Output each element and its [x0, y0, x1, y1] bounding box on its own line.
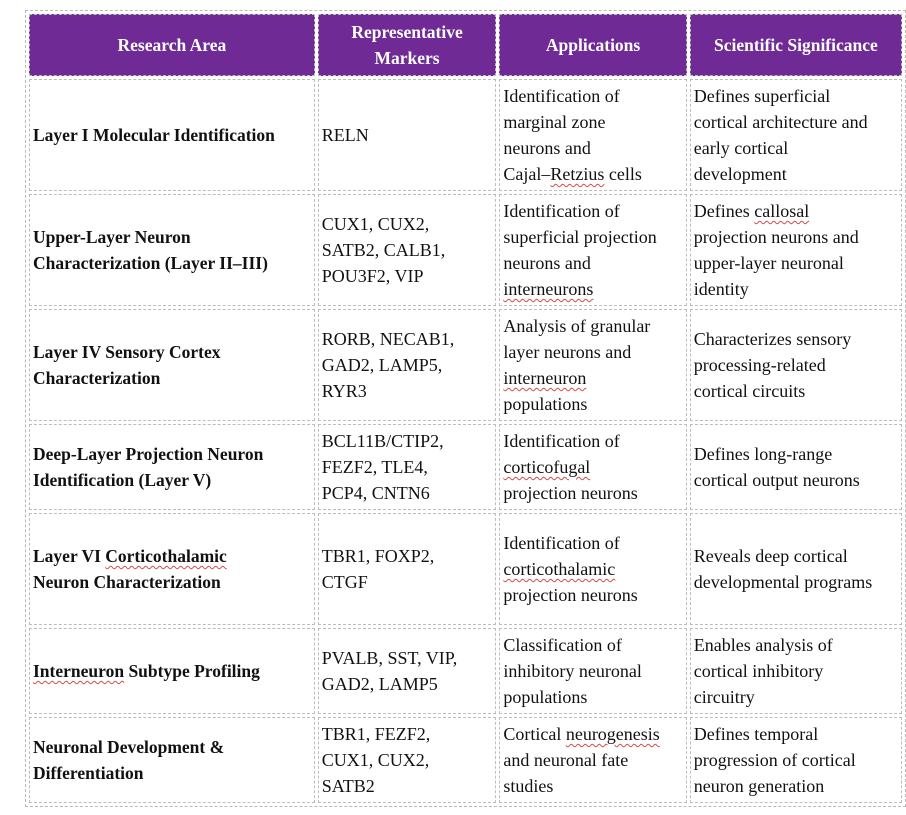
cell-line: projection neurons: [503, 483, 638, 503]
cell-line: studies: [503, 776, 554, 796]
cell-line: processing-related: [693, 355, 826, 375]
cell-research-area: [29, 309, 315, 421]
cell-line: Defines superficial: [693, 86, 831, 106]
cell-line: Subtype Profiling: [124, 661, 260, 681]
cell-line: Classification of: [503, 635, 622, 655]
cell-line: Characterization: [33, 368, 161, 388]
cell-line: Layer VI: [33, 546, 106, 566]
cell-research-area: [29, 513, 315, 625]
cell-line: SATB2: [321, 776, 375, 796]
cell-research-area: [29, 717, 315, 803]
cell-line: neurons and: [503, 138, 591, 158]
header-row: [29, 14, 902, 76]
cell-line: GAD2, LAMP5,: [321, 355, 443, 375]
cell-line: projection neurons: [503, 585, 638, 605]
table-container: [25, 10, 906, 807]
cell-markers: [318, 628, 497, 714]
cell-significance: [690, 79, 902, 191]
header-applications: Applications: [499, 14, 686, 76]
cell-line: cells: [604, 164, 642, 184]
table-row: [29, 717, 902, 803]
cell-line: POU3F2, VIP: [321, 266, 424, 286]
cell-line: Reveals deep cortical: [693, 546, 848, 566]
cell-markers: [318, 717, 497, 803]
cell-line: Identification of: [503, 533, 620, 553]
cell-research-area: [29, 194, 315, 306]
cell-line: TBR1, FEZF2,: [321, 724, 431, 744]
cell-line: RELN: [321, 125, 369, 145]
cell-significance: [690, 194, 902, 306]
cell-line: Characterization (Layer II–III): [33, 253, 268, 273]
cell-line: RORB, NECAB1,: [321, 329, 455, 349]
cell-line: GAD2, LAMP5: [321, 674, 438, 694]
cell-significance: [690, 309, 902, 421]
cell-applications: [499, 717, 686, 803]
spellcheck-word: interneuron: [503, 368, 587, 388]
spellcheck-word: interneurons: [503, 279, 594, 299]
cell-significance: [690, 717, 902, 803]
header-research-area: Research Area: [29, 14, 315, 76]
cell-line: CUX1, CUX2,: [321, 214, 430, 234]
cell-line: inhibitory neuronal: [503, 661, 642, 681]
cell-research-area: [29, 79, 315, 191]
cell-line: Defines temporal: [693, 724, 819, 744]
cell-line: Analysis of granular: [503, 316, 651, 336]
cell-line: Characterizes sensory: [693, 329, 852, 349]
cell-significance: [690, 628, 902, 714]
research-table: [25, 10, 906, 807]
cell-research-area: [29, 424, 315, 510]
cell-line: Identification (Layer V): [33, 470, 212, 490]
cell-line: developmental programs: [693, 572, 873, 592]
cell-line: Defines long-range: [693, 444, 833, 464]
cell-line: projection neurons and: [693, 227, 859, 247]
cell-markers: [318, 309, 497, 421]
cell-line: superficial projection: [503, 227, 657, 247]
cell-line: Enables analysis of: [693, 635, 833, 655]
cell-line: neurons and: [503, 253, 591, 273]
spellcheck-word: Interneuron: [33, 661, 125, 681]
cell-line: Identification of: [503, 201, 620, 221]
cell-line: Identification of: [503, 431, 620, 451]
cell-line: populations: [503, 394, 588, 414]
cell-line: Layer I Molecular Identification: [33, 125, 275, 145]
cell-significance: [690, 513, 902, 625]
table-row: [29, 424, 902, 510]
cell-line: cortical architecture and: [693, 112, 868, 132]
header-markers: Representative Markers: [318, 14, 497, 76]
table-row: [29, 309, 902, 421]
spellcheck-word: Corticothalamic: [105, 546, 227, 566]
table-row: [29, 513, 902, 625]
cell-markers: [318, 513, 497, 625]
cell-markers: [318, 194, 497, 306]
cell-applications: [499, 194, 686, 306]
cell-line: CUX1, CUX2,: [321, 750, 430, 770]
header-significance: Scientific Significance: [690, 14, 902, 76]
cell-line: RYR3: [321, 381, 367, 401]
cell-line: Cajal–: [503, 164, 551, 184]
cell-line: neuron generation: [693, 776, 825, 796]
cell-line: CTGF: [321, 572, 368, 592]
cell-line: cortical output neurons: [693, 470, 860, 490]
cell-line: Upper-Layer Neuron: [33, 227, 191, 247]
cell-research-area: [29, 628, 315, 714]
cell-line: cortical inhibitory: [693, 661, 824, 681]
cell-line: Neuron Characterization: [33, 572, 221, 592]
cell-line: Layer IV Sensory Cortex: [33, 342, 221, 362]
cell-line: marginal zone: [503, 112, 606, 132]
cell-line: Neuronal Development &: [33, 737, 225, 757]
spellcheck-word: callosal: [754, 201, 810, 221]
cell-line: upper-layer neuronal: [693, 253, 844, 273]
cell-line: early cortical: [693, 138, 789, 158]
cell-markers: [318, 424, 497, 510]
cell-line: circuitry: [693, 687, 755, 707]
cell-line: and neuronal fate: [503, 750, 629, 770]
cell-line: SATB2, CALB1,: [321, 240, 446, 260]
cell-line: BCL11B/CTIP2,: [321, 431, 444, 451]
cell-applications: [499, 424, 686, 510]
table-row: [29, 194, 902, 306]
cell-line: identity: [693, 279, 749, 299]
spellcheck-word: corticothalamic: [503, 559, 616, 579]
cell-line: Deep-Layer Projection Neuron: [33, 444, 264, 464]
cell-line: PVALB, SST, VIP,: [321, 648, 458, 668]
cell-line: populations: [503, 687, 588, 707]
cell-applications: [499, 309, 686, 421]
cell-line: FEZF2, TLE4,: [321, 457, 428, 477]
spellcheck-word: Retzius: [550, 164, 605, 184]
spellcheck-word: neurogenesis: [565, 724, 660, 744]
cell-line: PCP4, CNTN6: [321, 483, 430, 503]
cell-line: progression of cortical: [693, 750, 856, 770]
cell-applications: [499, 513, 686, 625]
cell-line: layer neurons and: [503, 342, 632, 362]
cell-line: Identification of: [503, 86, 620, 106]
spellcheck-word: corticofugal: [503, 457, 591, 477]
cell-applications: [499, 79, 686, 191]
table-row: [29, 79, 902, 191]
cell-applications: [499, 628, 686, 714]
cell-line: Differentiation: [33, 763, 144, 783]
cell-line: Cortical: [503, 724, 566, 744]
cell-line: development: [693, 164, 787, 184]
cell-line: TBR1, FOXP2,: [321, 546, 435, 566]
table-row: [29, 628, 902, 714]
cell-line: Defines: [693, 201, 755, 221]
cell-markers: [318, 79, 497, 191]
cell-line: cortical circuits: [693, 381, 806, 401]
cell-significance: [690, 424, 902, 510]
